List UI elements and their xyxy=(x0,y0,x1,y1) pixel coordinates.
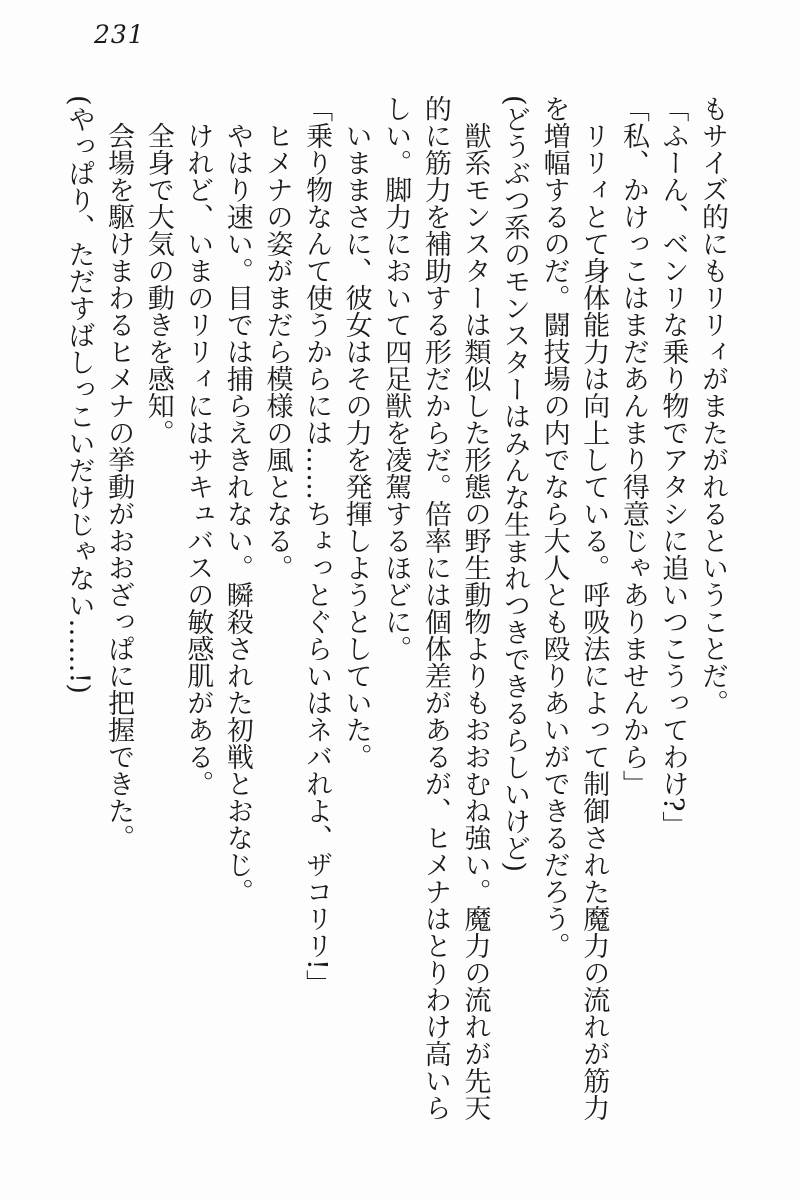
text-line: やはり速い。目では捕らえきれない。瞬殺された初戦とおなじ。 xyxy=(221,122,253,905)
text-line: けれど、いまのリリィにはサキュバスの敏感肌がある。 xyxy=(182,122,214,797)
text-line: 的に筋力を補助する形だからだ。倍率には個体差があるが、ヒメナはとりわけ高いら xyxy=(419,95,451,1121)
page-number: 231 xyxy=(94,20,145,49)
text-line: を増幅するのだ。闘技場の内でなら大人とも殴りあいができるだろう。 xyxy=(538,95,570,959)
text-line: 「私、かけっこはまだあんまり得意じゃありませんから」 xyxy=(617,95,649,797)
text-line: 「乗り物なんて使うからには……ちょっとぐらいはネバれよ、ザコリリ!」 xyxy=(301,95,333,997)
text-line: リリィとて身体能力は向上している。呼吸法によって制御された魔力の流れが筋力 xyxy=(578,122,610,1121)
text-line: (やっぱり、ただすばしっこいだけじゃない……!) xyxy=(63,95,95,694)
text-line: ヒメナの姿がまだら模様の風となる。 xyxy=(261,122,293,581)
text-line: 「ふーん、ベンリな乗り物でアタシに追いつこうってわけ?」 xyxy=(657,95,689,839)
text-line: (どうぶつ系のモンスターはみんな生まれつきできるらしいけど) xyxy=(499,95,531,873)
text-line: 獣系モンスターは類似した形態の野生動物よりもおおむね強い。魔力の流れが先天 xyxy=(459,122,491,1121)
vertical-text-block xyxy=(54,95,732,1129)
text-line: もサイズ的にもリリィがまたがれるということだ。 xyxy=(697,95,728,716)
text-line: しい。脚力において四足獣を凌駕するほどに。 xyxy=(380,95,412,662)
text-line: いままさに、彼女はその力を発揮しようとしていた。 xyxy=(340,122,372,770)
text-line: 会場を駆けまわるヒメナの挙動がおおざっぱに把握できた。 xyxy=(103,122,135,851)
text-line: 全身で大気の動きを感知。 xyxy=(142,122,174,446)
